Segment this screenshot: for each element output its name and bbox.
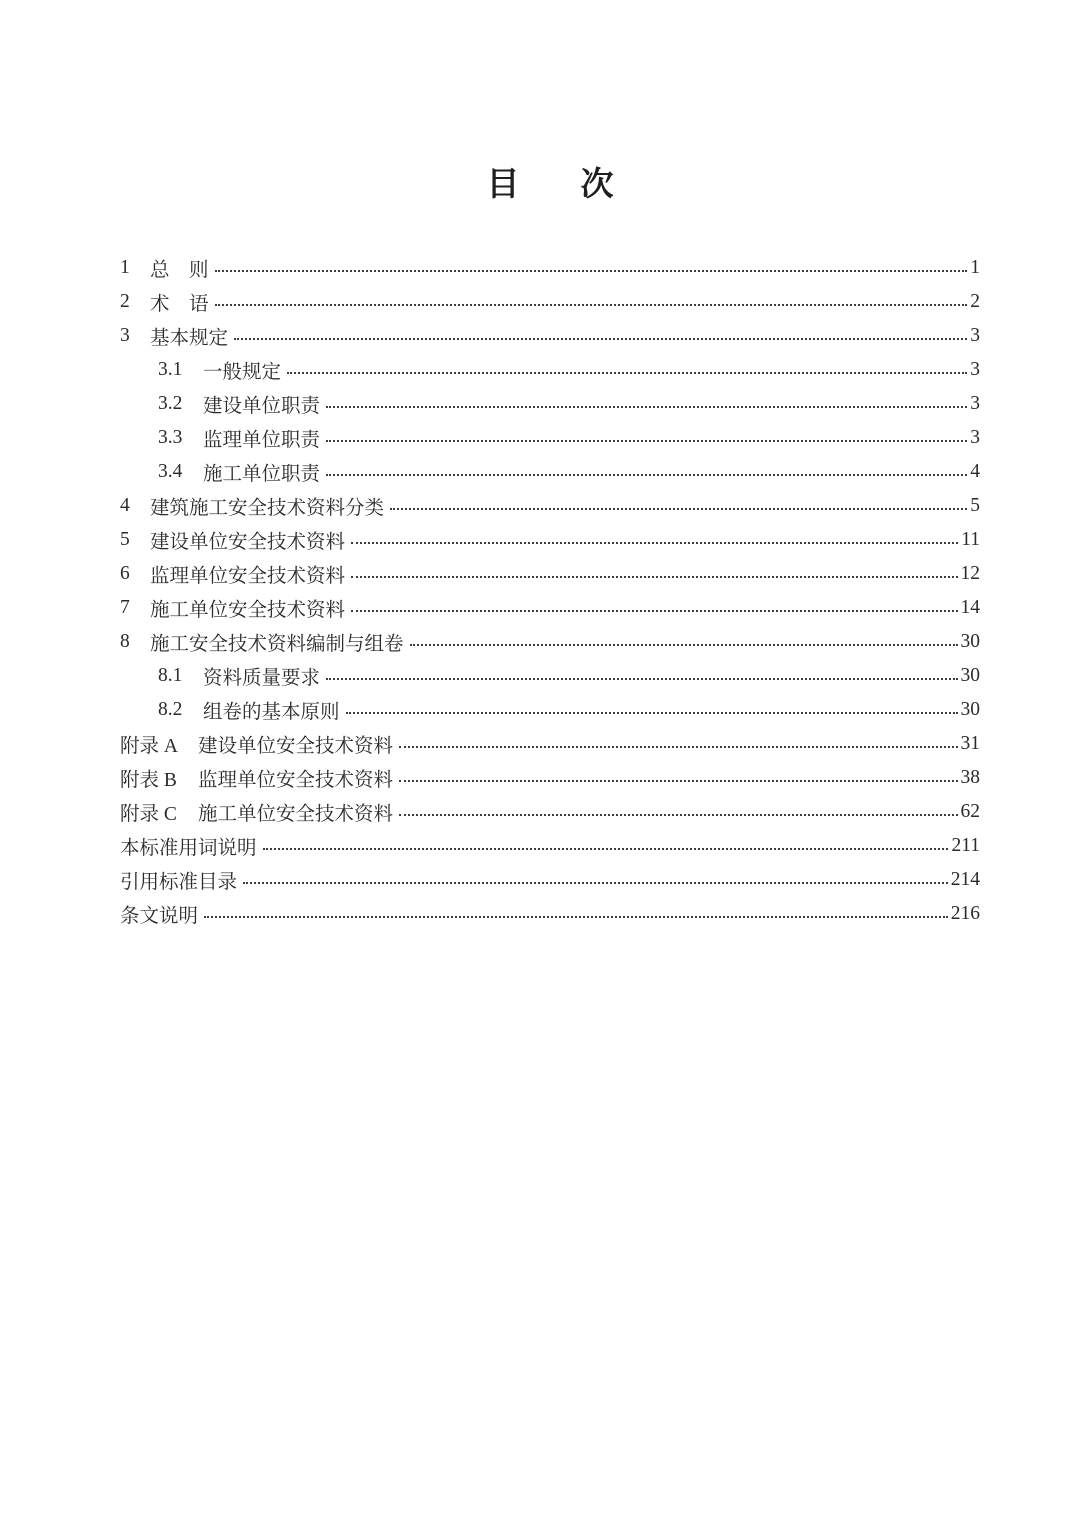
toc-entry-page: 3: [970, 325, 980, 346]
dot-leader: [346, 712, 958, 714]
toc-entry-page: 14: [960, 597, 980, 618]
dot-leader: [204, 916, 948, 918]
toc-entry-page: 3: [970, 393, 980, 414]
dot-leader: [399, 814, 957, 816]
toc-list: [120, 251, 980, 931]
toc-entry-page: 3: [970, 359, 980, 380]
dot-leader: [410, 644, 958, 646]
toc-entry-page: 31: [960, 733, 980, 754]
dot-leader: [234, 338, 967, 340]
dot-leader: [243, 882, 948, 884]
dot-leader: [326, 678, 957, 680]
toc-entry: [120, 761, 980, 795]
toc-entry: [120, 455, 980, 489]
toc-entry-number: 8.2: [158, 699, 183, 720]
toc-entry-label: 建筑施工安全技术资料分类: [150, 498, 385, 519]
toc-entry-page: 1: [970, 257, 980, 278]
toc-entry-label: 施工单位职责: [203, 464, 321, 485]
toc-entry-page: 216: [950, 903, 980, 924]
toc-entry-label: 条文说明: [120, 906, 199, 927]
toc-entry-label: 引用标准目录: [120, 872, 238, 893]
toc-entry: [120, 591, 980, 625]
toc-entry-number: 附录 A: [120, 736, 178, 757]
toc-entry-page: 30: [960, 665, 980, 686]
toc-entry-label: 施工单位安全技术资料: [150, 600, 346, 621]
dot-leader: [263, 848, 949, 850]
toc-entry-label: 监理单位安全技术资料: [198, 770, 394, 791]
toc-entry-label: 建设单位安全技术资料: [150, 532, 346, 553]
toc-entry-page: 30: [960, 631, 980, 652]
toc-entry-number: 6: [120, 563, 130, 584]
toc-entry-page: 4: [970, 461, 980, 482]
toc-entry-number: 附录 C: [120, 804, 177, 825]
toc-entry-label: 总 则: [150, 260, 209, 281]
toc-entry-label: 一般规定: [203, 362, 282, 383]
toc-entry-page: 62: [960, 801, 980, 822]
dot-leader: [390, 508, 967, 510]
toc-entry-page: 3: [970, 427, 980, 448]
dot-leader: [326, 474, 967, 476]
toc-entry-number: 3.1: [158, 359, 183, 380]
dot-leader: [399, 780, 957, 782]
toc-entry-label: 建设单位职责: [203, 396, 321, 417]
toc-entry-number: 附表 B: [120, 770, 177, 791]
toc-entry-label: 监理单位职责: [203, 430, 321, 451]
toc-entry: [120, 863, 980, 897]
toc-entry: [120, 523, 980, 557]
toc-entry-page: 38: [960, 767, 980, 788]
toc-entry: [120, 421, 980, 455]
toc-entry: [120, 693, 980, 727]
toc-entry-number: 3.2: [158, 393, 183, 414]
toc-entry: [120, 727, 980, 761]
toc-entry: [120, 319, 980, 353]
toc-entry-page: 30: [960, 699, 980, 720]
toc-entry-number: 8: [120, 631, 130, 652]
dot-leader: [287, 372, 967, 374]
toc-entry-label: 基本规定: [150, 328, 229, 349]
dot-leader: [351, 542, 958, 544]
toc-entry-number: 8.1: [158, 665, 183, 686]
toc-entry-label: 建设单位安全技术资料: [198, 736, 394, 757]
toc-entry-label: 术 语: [150, 294, 209, 315]
toc-entry-label: 施工安全技术资料编制与组卷: [150, 634, 404, 655]
toc-entry: [120, 897, 980, 931]
toc-entry: [120, 251, 980, 285]
toc-entry-number: 3.4: [158, 461, 183, 482]
toc-entry-label: 施工单位安全技术资料: [198, 804, 394, 825]
toc-entry-label: 监理单位安全技术资料: [150, 566, 346, 587]
toc-entry-number: 3.3: [158, 427, 183, 448]
toc-entry-number: 7: [120, 597, 130, 618]
toc-entry: [120, 387, 980, 421]
dot-leader: [351, 610, 957, 612]
dot-leader: [215, 270, 968, 272]
toc-entry: [120, 625, 980, 659]
toc-entry: [120, 285, 980, 319]
dot-leader: [351, 576, 957, 578]
toc-entry: [120, 489, 980, 523]
toc-entry-page: 12: [960, 563, 980, 584]
toc-entry: [120, 659, 980, 693]
dot-leader: [326, 406, 967, 408]
toc-entry-page: 2: [970, 291, 980, 312]
toc-entry: [120, 795, 980, 829]
toc-entry-label: 组卷的基本原则: [203, 702, 340, 723]
toc-entry-number: 2: [120, 291, 130, 312]
toc-entry-number: 4: [120, 495, 130, 516]
toc-entry-page: 211: [951, 835, 980, 856]
toc-entry: [120, 829, 980, 863]
toc-entry-number: 3: [120, 325, 130, 346]
toc-entry-label: 本标准用词说明: [120, 838, 257, 859]
toc-entry-page: 11: [961, 529, 980, 550]
toc-entry-label: 资料质量要求: [203, 668, 321, 689]
toc-entry-number: 5: [120, 529, 130, 550]
toc-entry: [120, 353, 980, 387]
toc-entry-page: 5: [970, 495, 980, 516]
toc-entry: [120, 557, 980, 591]
page-title: 目 次: [486, 167, 628, 203]
dot-leader: [399, 746, 957, 748]
toc-entry-number: 1: [120, 257, 130, 278]
toc-entry-page: 214: [950, 869, 980, 890]
dot-leader: [326, 440, 967, 442]
dot-leader: [215, 304, 968, 306]
